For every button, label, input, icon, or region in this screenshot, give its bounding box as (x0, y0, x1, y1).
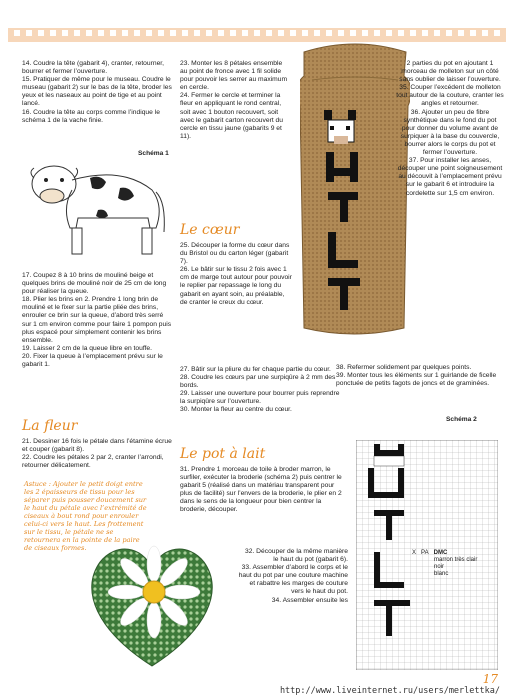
step-19: 19. Laisser 2 cm de la queue libre en touffe. (22, 344, 152, 352)
legend-row-2: noir (434, 564, 445, 570)
column-2 (180, 60, 290, 141)
milk-pot-photo (300, 40, 410, 340)
legend-dmc: DMC (433, 550, 448, 556)
step-25: 25. Découper la forme du cœur dans du Bristol ou du carton léger (gabarit 7). (180, 242, 290, 266)
step-14: 14. Coudre la tête (gabarit 4), cranter, retourner, bourrer et fermer l’ouverture. (22, 60, 165, 76)
cow-diagram (24, 150, 170, 260)
column-1-bottom (22, 272, 174, 369)
step-29: 29. Laisser une ouverture pour bourrer puis reprendre la surpiqûre sur l’ouverture. (180, 390, 340, 406)
page-number: 17 (482, 672, 498, 686)
schema-2-label: Schéma 2 (446, 416, 477, 423)
step-24: 24. Fermer le cercle et terminer la fleur en appliquant le rond central, soit avec 1 bouton recouvert, soit avec le gabarit carton recouvert du cercle en tissu jaune (gabarits 9 et 11). (180, 92, 283, 140)
column-3-bottom (336, 364, 504, 388)
step-18: 18. Plier les brins en 2. Prendre 1 long brin de mouliné et le fixer sur la partie pliée des brins, enrouler ce brin sur la queue, d’abord très serré sur 1 cm environ comme pour faire 1 pompon puis plus espacé pour simplement contenir les brins ensemble. (22, 296, 172, 344)
legend-pa: PA (421, 550, 429, 556)
step-39: 39. Monter tous les éléments sur 1 guirlande de ficelle ponctuée de petits fagots de joncs et de graminées. (336, 372, 497, 388)
step-38: 38. Refermer solidement par quelques points. (336, 364, 472, 371)
legend-row-1: marron très clair (434, 557, 478, 563)
step-26: 26. Le bâtir sur le tissu 2 fois avec 1 cm de marge tout autour pour pouvoir le replier par repassage le long du gabarit en ayant soin, au préalable, de cranter le creux du cœur. (180, 266, 292, 306)
source-url[interactable]: http://www.liveinternet.ru/users/merlettka/ (279, 686, 500, 696)
step-23: 23. Monter les 8 pétales ensemble au point de fronce avec 1 fil solide pour pouvoir les serrer au maximum en cercle. (180, 60, 288, 92)
step-30: 30. Monter la fleur au centre du cœur. (180, 406, 292, 414)
schema-1-label: Schéma 1 (138, 150, 169, 157)
pot-steps (180, 466, 348, 515)
step-col3-0: 2 parties du pot en ajoutant 1 morceau de molleton sur un côté sans oublier de laisser l’ouverture. (399, 60, 501, 84)
step-36: 36. Ajouter un peu de fibre synthétique dans le fond du pot pour donner du volume avant de surpiquer à la base du couvercle, bourrer alors le corps du pot et fermer l’ouverture. (400, 108, 500, 157)
column-1 (22, 60, 174, 125)
step-28: 28. Coudre les cœurs par une surpiqûre à 2 mm des bords. (180, 374, 336, 390)
pot-steps-narrow (238, 548, 348, 605)
column-3 (396, 60, 504, 198)
step-15: 15. Pratiquer de même pour le museau. Coudre le museau (gabarit 2) sur le bas de la tête, broder les yeux et les naseaux au point de tige et au point lancé. (22, 76, 172, 108)
step-37: 37. Pour installer les anses, découper une point soigneusement au découvit à l’emplacement prévu sur le gabarit 6 et introduire la cordelette sur 1,5 cm environ. (397, 157, 503, 197)
step-27: 27. Bâtir sur la pliure du fer chaque partie du cœur. (180, 366, 331, 373)
step-33: 33. Assembler d’abord le corps et le haut du pot par une couture machine et rabattre les marges de couture vers le haut du pot. (238, 564, 348, 596)
astuce-text: Astuce : Ajouter le petit doigt entre les 2 épaisseurs de tissu pour les séparer puis pousser doucement sur le haut du pétale avec l’extrémité de ciseaux à bout rond pour enrouler celui-ci vers le haut. Les frottement sur le tissu, le pétale ne se retournera en la pointe de la paire de ciseaux formes. (24, 480, 147, 552)
step-22: 22. Coudre les pétales 2 par 2, cranter l’arrondi, retourner délicatement. (22, 454, 164, 470)
step-32: 32. Découper de la même manière le haut du pot (gabarit 6). (245, 548, 348, 564)
heading-pot: Le pot à lait (180, 446, 266, 462)
heading-coeur: Le cœur (180, 222, 240, 238)
top-decorative-band (8, 28, 506, 42)
heading-fleur: La fleur (22, 418, 78, 434)
step-31: 31. Prendre 1 morceau de toile à broder marron, le surfiler, exécuter la broderie (schéma 2) puis centrer le gabarit 5 (réalisé dans un matériau transparent pour plus de facilité) sur l’envers de la broderie, le plier en 2 dans le sens de la longueur pour bien centrer la broderie, découper. (180, 466, 342, 514)
step-17: 17. Coupez 8 à 10 brins de mouliné beige et quelques brins de mouliné noir de 25 cm de long pour réaliser la queue. (22, 272, 167, 296)
coeur-steps-wide (180, 366, 340, 415)
step-21: 21. Dessiner 16 fois le pétale dans l’étamine écrue et couper (gabarit 8). (22, 438, 172, 454)
step-35: 35. Couper l’excédent de molleton tout autour de la couture, cranter les angles et retourner. (396, 84, 504, 108)
coeur-steps (180, 242, 292, 307)
legend-row-3: blanc (434, 571, 449, 577)
chart-legend (412, 550, 480, 578)
heart-flower-photo (86, 520, 218, 670)
fleur-steps (22, 438, 174, 470)
legend-x: X (412, 550, 417, 556)
step-16: 16. Coudre la tête au corps comme l’indique le schéma 1 de la vache finie. (22, 108, 160, 124)
step-34: 34. Assembler ensuite les (271, 596, 348, 604)
step-20: 20. Fixer la queue à l’emplacement prévu sur le gabarit 1. (22, 352, 163, 369)
